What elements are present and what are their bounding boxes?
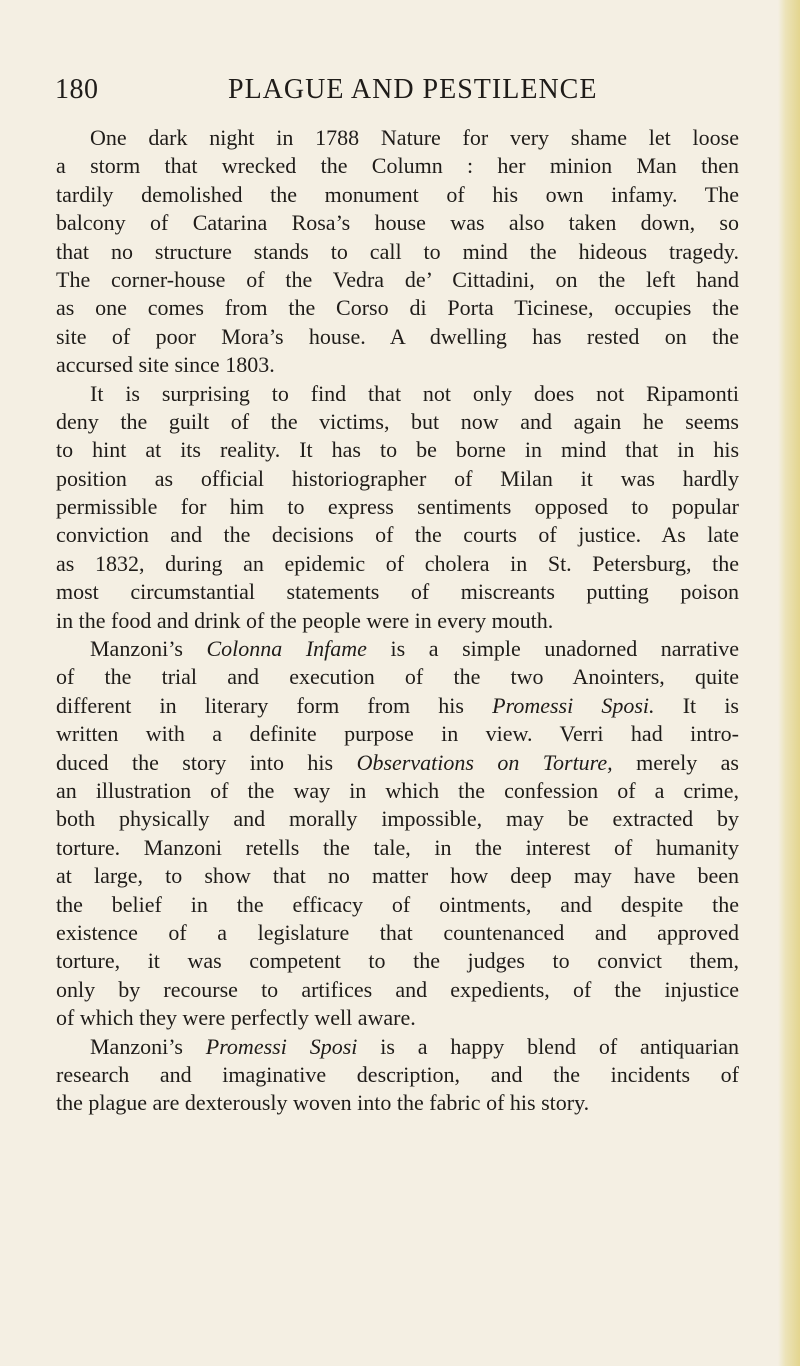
text-line: research and imaginative description, and the incidents of bbox=[56, 1061, 739, 1087]
text-line: accursed site since 1803. bbox=[56, 352, 275, 378]
text-line: the belief in the efficacy of ointments, and despite the bbox=[56, 891, 739, 917]
text-line: as 1832, during an epidemic of cholera in St. Petersburg, the bbox=[56, 550, 739, 576]
text-line: of the trial and execution of the two Anointers, quite bbox=[56, 664, 739, 690]
text-line: both physically and morally impossible, may be extracted by bbox=[56, 806, 739, 832]
text-line: in the food and drink of the people were in every mouth. bbox=[56, 607, 554, 633]
text-segment: is a simple unadorned narrative bbox=[366, 636, 739, 662]
text-line: of which they were perfectly well aware. bbox=[56, 1005, 416, 1031]
text-line: existence of a legislature that countenanced and approved bbox=[56, 919, 739, 945]
text-segment: duced the story into his bbox=[56, 749, 357, 775]
text-line: permissible for him to express sentiments opposed to popular bbox=[56, 494, 739, 520]
body-text bbox=[56, 124, 739, 1118]
text-line: position as official historiographer of Milan it was hardly bbox=[56, 465, 739, 491]
text-segment: is a happy blend of antiquarian bbox=[357, 1033, 739, 1059]
italic-title: Promessi Sposi. bbox=[492, 692, 655, 718]
text-line: tardily demolished the monument of his own infamy. The bbox=[56, 181, 739, 207]
italic-title: Promessi Sposi bbox=[205, 1033, 358, 1059]
text-line: site of poor Mora’s house. A dwelling has rested on the bbox=[56, 323, 739, 349]
text-segment: different in literary form from his bbox=[56, 692, 493, 718]
text-line: an illustration of the way in which the confession of a crime, bbox=[56, 777, 739, 803]
text-line: torture. Manzoni retells the tale, in the interest of humanity bbox=[56, 834, 739, 860]
text-line: torture, it was competent to the judges to convict them, bbox=[56, 948, 739, 974]
text-line bbox=[56, 1033, 739, 1061]
text-line: as one comes from the Corso di Porta Ticinese, occupies the bbox=[56, 295, 739, 321]
italic-title: Observations on Torture, bbox=[356, 749, 613, 775]
text-line bbox=[56, 749, 739, 777]
italic-title: Colonna Infame bbox=[206, 636, 367, 662]
text-line: One dark night in 1788 Nature for very shame let loose bbox=[90, 125, 739, 150]
text-line: that no structure stands to call to mind the hideous tragedy. bbox=[56, 238, 739, 264]
text-line: conviction and the decisions of the courts of justice. As late bbox=[56, 522, 739, 548]
page-header bbox=[55, 74, 755, 114]
text-segment: Manzoni’s bbox=[90, 636, 207, 662]
text-line: deny the guilt of the victims, but now and again he seems bbox=[56, 408, 739, 434]
page-edge bbox=[778, 0, 800, 1366]
text-line bbox=[56, 692, 739, 720]
text-line bbox=[56, 635, 739, 663]
running-title: PLAGUE AND PESTILENCE bbox=[228, 74, 598, 105]
text-line: only by recourse to artifices and expedients, of the injustice bbox=[56, 976, 739, 1002]
text-line: the plague are dexterously woven into the fabric of his story. bbox=[56, 1090, 590, 1116]
text-line: It is surprising to find that not only does not Ripamonti bbox=[90, 380, 739, 406]
text-segment: Manzoni’s bbox=[90, 1033, 206, 1059]
text-segment: It is bbox=[654, 692, 739, 718]
text-line: The corner-house of the Vedra de’ Cittadini, on the left hand bbox=[56, 266, 739, 292]
text-segment: merely as bbox=[612, 749, 739, 775]
text-line: to hint at its reality. It has to be borne in mind that in his bbox=[56, 437, 739, 463]
text-line: most circumstantial statements of miscreants putting poison bbox=[56, 579, 739, 605]
text-line: at large, to show that no matter how deep may have been bbox=[56, 863, 739, 889]
text-line: written with a definite purpose in view. Verri had intro- bbox=[56, 721, 739, 747]
text-line: a storm that wrecked the Column : her minion Man then bbox=[56, 153, 739, 179]
page-number: 180 bbox=[55, 74, 99, 105]
text-line: balcony of Catarina Rosa’s house was also taken down, so bbox=[56, 210, 739, 236]
